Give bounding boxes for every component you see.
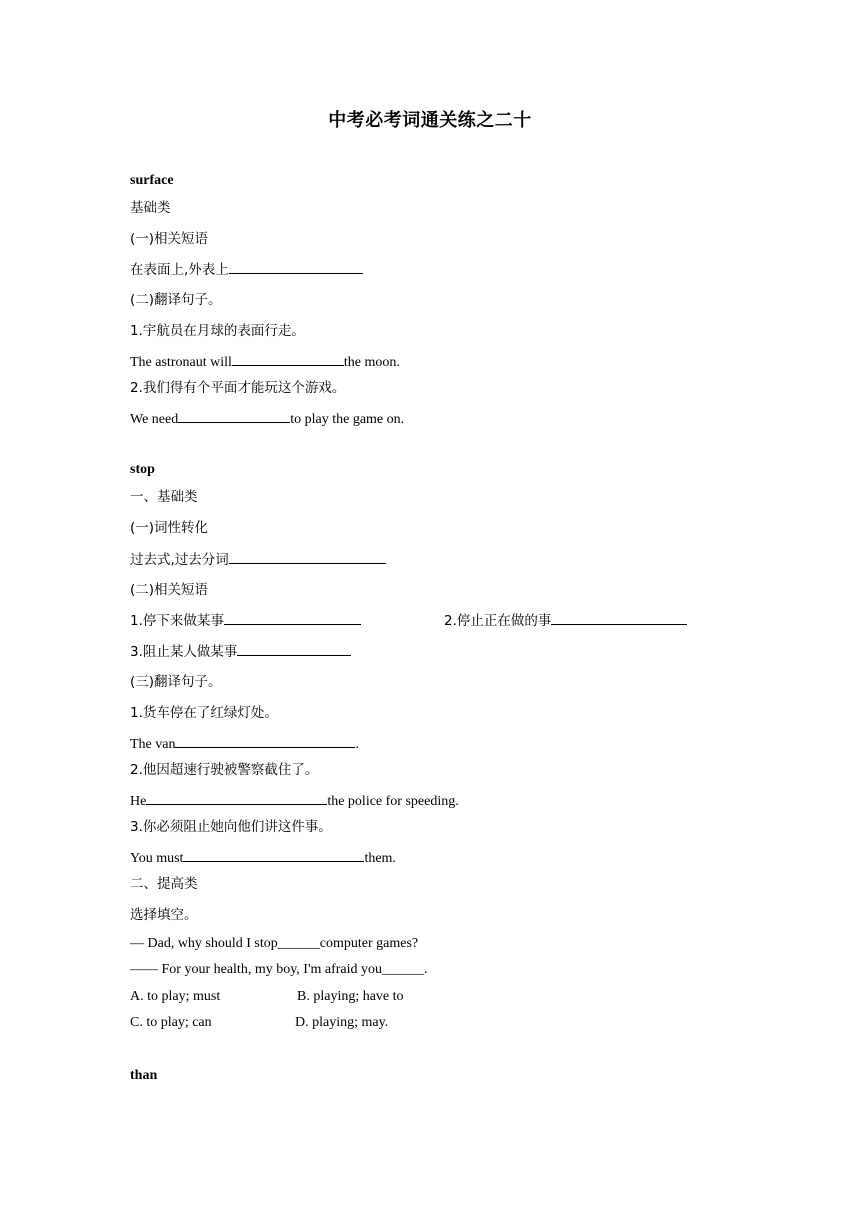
answer-blank[interactable] bbox=[146, 791, 327, 805]
sentence-en-end: the moon. bbox=[343, 355, 400, 370]
choice-heading: 选择填空。 bbox=[130, 907, 198, 923]
sentence-en bbox=[130, 848, 396, 868]
word-heading-surface: surface bbox=[130, 173, 174, 188]
answer-blank[interactable] bbox=[175, 734, 355, 748]
translate-heading: (二)翻译句子。 bbox=[130, 292, 222, 308]
sentence-en-end: the police for speeding. bbox=[327, 794, 459, 809]
sentence-en bbox=[130, 409, 404, 429]
phrase-text: 1.停下来做某事 bbox=[130, 613, 224, 629]
conversion-item bbox=[130, 550, 386, 569]
answer-blank[interactable] bbox=[232, 352, 344, 366]
answer-blank[interactable] bbox=[551, 611, 687, 625]
phrase-item bbox=[130, 642, 351, 661]
phrase-text: 在表面上,外表上 bbox=[130, 262, 229, 278]
option-c[interactable]: C. to play; can bbox=[130, 1015, 212, 1030]
answer-blank[interactable] bbox=[178, 409, 290, 423]
sentence-cn: 1.宇航员在月球的表面行走。 bbox=[130, 323, 305, 339]
answer-blank[interactable] bbox=[229, 260, 363, 274]
phrase-text: 2.停止正在做的事 bbox=[444, 613, 552, 629]
sentence-en bbox=[130, 734, 359, 754]
section-basic-label: 一、基础类 bbox=[130, 489, 198, 505]
sentence-en bbox=[130, 791, 459, 811]
sentence-en-start: You must bbox=[130, 851, 184, 866]
sentence-en-start: The van bbox=[130, 737, 176, 752]
conversion-text: 过去式,过去分词 bbox=[130, 552, 229, 568]
option-a[interactable]: A. to play; must bbox=[130, 989, 221, 1004]
phrase-item bbox=[444, 611, 687, 630]
sentence-en-end: . bbox=[355, 737, 359, 752]
sentence-en bbox=[130, 352, 400, 372]
option-b[interactable]: B. playing; have to bbox=[297, 989, 404, 1004]
phrase-heading: (二)相关短语 bbox=[130, 582, 209, 598]
answer-blank[interactable] bbox=[183, 848, 364, 862]
sentence-cn: 3.你必须阻止她向他们讲这件事。 bbox=[130, 819, 332, 835]
word-heading-stop: stop bbox=[130, 462, 155, 477]
sentence-en-start: He bbox=[130, 794, 147, 809]
phrase-text: 3.阻止某人做某事 bbox=[130, 644, 238, 660]
page-title: 中考必考词通关练之二十 bbox=[328, 110, 532, 131]
question-line: —— For your health, my boy, I'm afraid you______. bbox=[130, 962, 428, 977]
sentence-cn: 2.我们得有个平面才能玩这个游戏。 bbox=[130, 380, 346, 396]
phrase-item bbox=[130, 260, 363, 279]
sentence-en-end: them. bbox=[364, 851, 396, 866]
conversion-heading: (一)词性转化 bbox=[130, 520, 209, 536]
word-heading-than: than bbox=[130, 1068, 158, 1083]
answer-blank[interactable] bbox=[224, 611, 361, 625]
section-advanced-label: 二、提高类 bbox=[130, 876, 198, 892]
translate-heading: (三)翻译句子。 bbox=[130, 674, 222, 690]
sentence-cn: 2.他因超速行驶被警察截住了。 bbox=[130, 762, 319, 778]
sentence-en-start: We need bbox=[130, 412, 179, 427]
sentence-en-start: The astronaut will bbox=[130, 355, 232, 370]
question-line: — Dad, why should I stop______computer games? bbox=[130, 936, 419, 951]
answer-blank[interactable] bbox=[229, 550, 386, 564]
sentence-cn: 1.货车停在了红绿灯处。 bbox=[130, 705, 278, 721]
phrase-heading: (一)相关短语 bbox=[130, 231, 209, 247]
section-basic-label: 基础类 bbox=[130, 200, 171, 216]
option-d[interactable]: D. playing; may. bbox=[295, 1015, 389, 1030]
sentence-en-end: to play the game on. bbox=[290, 412, 405, 427]
phrase-item bbox=[130, 611, 361, 630]
answer-blank[interactable] bbox=[237, 642, 351, 656]
